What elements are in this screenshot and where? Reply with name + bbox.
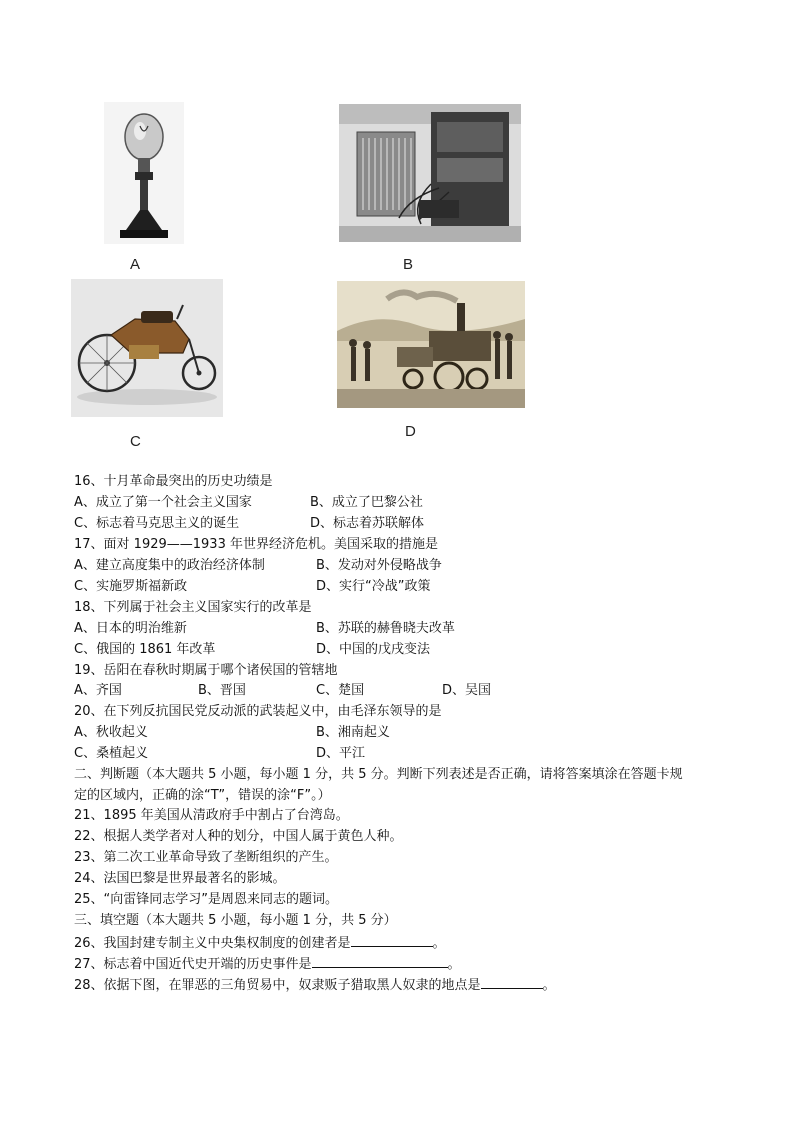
answer-blank-27[interactable]: [312, 953, 448, 968]
figure-a-caption: A: [130, 256, 141, 273]
question-17-option-b: B、发动对外侵略战争: [316, 558, 442, 573]
question-20-option-a: A、秋收起义: [74, 725, 148, 740]
figure-d-locomotive: [337, 281, 525, 408]
question-22: 22、根据人类学者对人种的划分，中国人属于黄色人种。: [74, 829, 403, 844]
question-17-stem: 17、面对 1929——1933 年世界经济危机。美国采取的措施是: [74, 537, 438, 552]
question-18-option-d: D、中国的戊戌变法: [316, 642, 431, 657]
answer-blank-28[interactable]: [481, 974, 543, 989]
steam-locomotive-icon: [337, 281, 525, 408]
question-18-option-c: C、俄国的 1861 年改革: [74, 642, 216, 657]
question-28-text: 28、依据下图，在罪恶的三角贸易中，奴隶贩子猎取黑人奴隶的地点是: [74, 978, 481, 993]
figure-c-caption: C: [130, 433, 141, 450]
question-20-option-d: D、平江: [316, 746, 366, 761]
question-23: 23、第二次工业革命导致了垄断组织的产生。: [74, 850, 338, 865]
question-19-option-c: C、楚国: [316, 683, 365, 698]
question-27-text: 27、标志着中国近代史开端的历史事件是: [74, 957, 312, 972]
light-bulb-icon: [104, 102, 184, 244]
question-27-end: 。: [447, 957, 461, 972]
question-17-option-a: A、建立高度集中的政治经济体制: [74, 558, 265, 573]
question-24: 24、法国巴黎是世界最著名的影城。: [74, 871, 286, 886]
question-21: 21、1895 年美国从清政府手中割占了台湾岛。: [74, 808, 349, 823]
computer-machine-icon: [339, 104, 521, 242]
question-19-option-a: A、齐国: [74, 683, 122, 698]
figure-d-caption: D: [405, 423, 416, 440]
question-17-option-d: D、实行“冷战”政策: [316, 579, 431, 594]
figure-a-light-bulb: [104, 102, 184, 244]
question-20-stem: 20、在下列反抗国民党反动派的武装起义中，由毛泽东领导的是: [74, 704, 442, 719]
question-16-stem: 16、十月革命最突出的历史功绩是: [74, 474, 273, 489]
section-2-instructions-line-1: 二、判断题（本大题共 5 小题，每小题 1 分，共 5 分。判断下列表述是否正确，请将答案填涂在答题卡规: [74, 767, 683, 782]
section-2-instructions-line-2: 定的区域内，正确的涂“T”，错误的涂“F”。）: [74, 788, 331, 803]
question-28-end: 。: [542, 978, 556, 993]
question-18-option-b: B、苏联的赫鲁晓夫改革: [316, 621, 455, 636]
answer-blank-26[interactable]: [351, 932, 433, 947]
figure-b-caption: B: [403, 256, 414, 273]
question-25: 25、“向雷锋同志学习”是周恩来同志的题词。: [74, 892, 339, 907]
question-26-text: 26、我国封建专制主义中央集权制度的创建者是: [74, 936, 351, 951]
question-26: [74, 932, 446, 954]
question-19-option-d: D、吴国: [442, 683, 492, 698]
early-automobile-icon: [71, 279, 223, 417]
question-26-end: 。: [432, 936, 446, 951]
question-20-option-b: B、湘南起义: [316, 725, 390, 740]
figure-b-computer: [339, 104, 521, 242]
question-16-option-c: C、标志着马克思主义的诞生: [74, 516, 240, 531]
question-16-option-a: A、成立了第一个社会主义国家: [74, 495, 252, 510]
question-19-stem: 19、岳阳在春秋时期属于哪个诸侯国的管辖地: [74, 663, 338, 678]
question-19-option-b: B、晋国: [198, 683, 246, 698]
question-28: [74, 974, 556, 996]
question-18-option-a: A、日本的明治维新: [74, 621, 187, 636]
figure-c-automobile: [71, 279, 223, 417]
section-3-instructions: 三、填空题（本大题共 5 小题，每小题 1 分，共 5 分）: [74, 913, 397, 928]
question-20-option-c: C、桑植起义: [74, 746, 149, 761]
question-18-stem: 18、下列属于社会主义国家实行的改革是: [74, 600, 312, 615]
question-16-option-d: D、标志着苏联解体: [310, 516, 425, 531]
question-27: [74, 953, 461, 975]
question-17-option-c: C、实施罗斯福新政: [74, 579, 188, 594]
question-16-option-b: B、成立了巴黎公社: [310, 495, 423, 510]
